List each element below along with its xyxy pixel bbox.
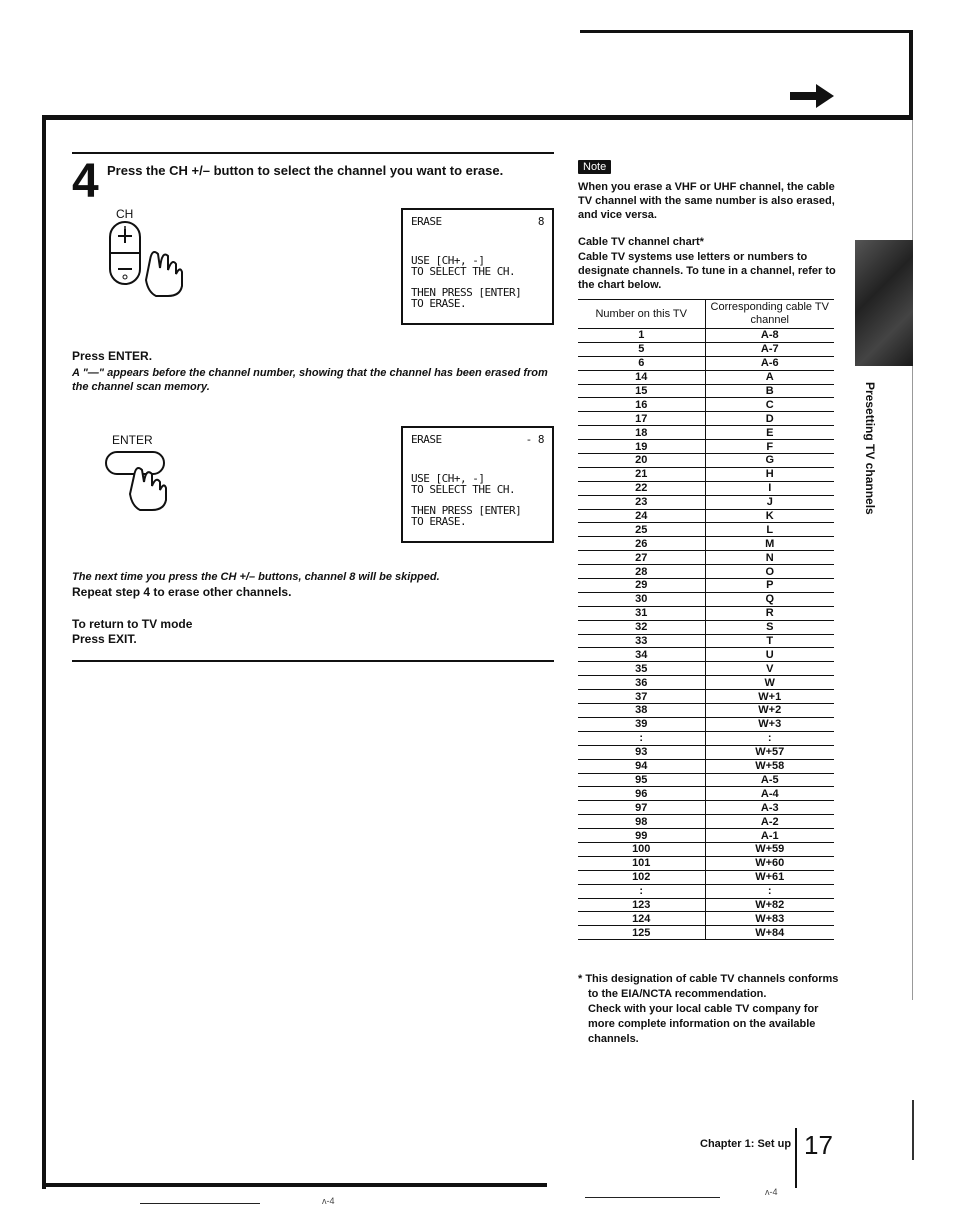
cable-channel: J <box>705 495 834 509</box>
erase-screen-display <box>401 208 554 325</box>
page-number-bar <box>795 1128 797 1188</box>
frame-right-border <box>909 30 913 120</box>
repeat-instruction: Repeat step 4 to erase other channels. <box>72 585 292 599</box>
table-row <box>578 426 834 440</box>
screen-line: THEN PRESS [ENTER] <box>411 286 522 299</box>
table-row <box>578 704 834 718</box>
table-row <box>578 342 834 356</box>
table-row <box>578 579 834 593</box>
table-row <box>578 537 834 551</box>
cable-channel: C <box>705 398 834 412</box>
screen-line: USE [CH+, -] <box>411 472 485 485</box>
cable-channel-table <box>578 299 834 940</box>
cable-channel: F <box>705 440 834 454</box>
screen-title: ERASE <box>411 215 442 228</box>
table-row <box>578 759 834 773</box>
frame-bottom-border <box>42 1183 547 1187</box>
screen-line: USE [CH+, -] <box>411 254 485 267</box>
tv-channel-number: 36 <box>578 676 705 690</box>
ch-button-hand-icon <box>106 220 188 298</box>
tv-channel-number: 93 <box>578 745 705 759</box>
tv-channel-number: 35 <box>578 662 705 676</box>
cable-channel: Q <box>705 592 834 606</box>
enter-button-hand-icon <box>104 446 184 512</box>
tv-channel-number: 15 <box>578 384 705 398</box>
table-row <box>578 412 834 426</box>
table-row <box>578 606 834 620</box>
tv-channel-number: 16 <box>578 398 705 412</box>
frame-top-line <box>580 30 913 33</box>
cable-channel: M <box>705 537 834 551</box>
cable-channel: O <box>705 565 834 579</box>
table-row <box>578 787 834 801</box>
cable-channel: W+83 <box>705 912 834 926</box>
cable-channel: B <box>705 384 834 398</box>
cable-channel: W+58 <box>705 759 834 773</box>
cable-channel: A-6 <box>705 356 834 370</box>
section-bottom-rule <box>72 660 554 662</box>
screen-line: THEN PRESS [ENTER] <box>411 504 522 517</box>
table-row <box>578 509 834 523</box>
cable-channel: W+59 <box>705 842 834 856</box>
cable-channel: W+1 <box>705 690 834 704</box>
tv-channel-number: 124 <box>578 912 705 926</box>
chapter-side-tab <box>855 240 913 366</box>
screen-line: TO ERASE. <box>411 297 467 310</box>
cable-channel: W+84 <box>705 926 834 940</box>
tv-channel-number: 5 <box>578 342 705 356</box>
tv-channel-number: 31 <box>578 606 705 620</box>
return-heading: To return to TV mode <box>72 617 193 631</box>
table-row <box>578 592 834 606</box>
cable-channel: W+61 <box>705 870 834 884</box>
page-edge-mark <box>912 1100 914 1160</box>
page-number: 17 <box>804 1130 833 1160</box>
scan-mark: ᴧ-4 <box>322 1196 335 1206</box>
table-row <box>578 523 834 537</box>
table-row <box>578 467 834 481</box>
table-row <box>578 898 834 912</box>
cable-channel: U <box>705 648 834 662</box>
table-row <box>578 884 834 898</box>
tv-channel-number: 19 <box>578 440 705 454</box>
table-row <box>578 815 834 829</box>
tv-channel-number: 96 <box>578 787 705 801</box>
cable-channel: G <box>705 454 834 468</box>
cable-channel: A-3 <box>705 801 834 815</box>
tv-channel-number: : <box>578 884 705 898</box>
press-enter-text: Press ENTER. <box>72 349 153 363</box>
table-row <box>578 551 834 565</box>
scan-line <box>140 1203 260 1204</box>
tv-channel-number: 32 <box>578 620 705 634</box>
cable-channel: W+57 <box>705 745 834 759</box>
table-row <box>578 829 834 843</box>
tv-channel-number: 125 <box>578 926 705 940</box>
cable-channel: A-2 <box>705 815 834 829</box>
step-instruction: Press the CH +/– button to select the channel you want to erase. <box>107 163 504 178</box>
erase-screen-display-erased <box>401 426 554 543</box>
table-row <box>578 565 834 579</box>
cable-channel: R <box>705 606 834 620</box>
cable-channel: A-4 <box>705 787 834 801</box>
step-number: 4 <box>72 155 99 208</box>
chart-intro: Cable TV systems use letters or numbers to designate channels. To tune in a channel, refer to the chart below. <box>578 251 836 291</box>
scan-mark: ᴧ-4 <box>765 1187 778 1197</box>
chart-title: Cable TV channel chart* <box>578 236 704 248</box>
table-row <box>578 870 834 884</box>
tv-channel-number: 123 <box>578 898 705 912</box>
table-row <box>578 676 834 690</box>
tv-channel-number: 33 <box>578 634 705 648</box>
screen-title: ERASE <box>411 433 442 446</box>
tv-channel-number: 98 <box>578 815 705 829</box>
footer-chapter: Chapter 1: Set up <box>700 1138 792 1150</box>
cable-channel: A-7 <box>705 342 834 356</box>
cable-channel: N <box>705 551 834 565</box>
table-header-number: Number on this TV <box>578 300 705 329</box>
frame-left-border <box>42 115 46 1189</box>
tv-channel-number: 6 <box>578 356 705 370</box>
cable-channel: D <box>705 412 834 426</box>
tv-channel-number: 14 <box>578 370 705 384</box>
table-row <box>578 926 834 940</box>
table-row <box>578 329 834 343</box>
cable-channel: K <box>705 509 834 523</box>
screen-line: TO SELECT THE CH. <box>411 265 516 278</box>
cable-channel: W+3 <box>705 717 834 731</box>
cable-channel: W+60 <box>705 856 834 870</box>
table-row <box>578 717 834 731</box>
tv-channel-number: 97 <box>578 801 705 815</box>
tv-channel-number: 39 <box>578 717 705 731</box>
tv-channel-number: 21 <box>578 467 705 481</box>
table-row <box>578 495 834 509</box>
tv-channel-number: 100 <box>578 842 705 856</box>
tv-channel-number: 17 <box>578 412 705 426</box>
footnote <box>578 972 840 1047</box>
table-row <box>578 384 834 398</box>
tv-channel-number: 34 <box>578 648 705 662</box>
scan-line <box>585 1197 720 1198</box>
footnote-designation: * This designation of cable TV channels conforms to the EIA/NCTA recommendation. <box>578 973 839 1000</box>
tv-channel-number: : <box>578 731 705 745</box>
skip-note: The next time you press the CH +/– buttons, channel 8 will be skipped. <box>72 571 440 583</box>
screen-channel: 8 <box>537 215 544 228</box>
cable-channel: : <box>705 731 834 745</box>
footnote-check: Check with your local cable TV company for more complete information on the available channels. <box>588 1003 819 1045</box>
tv-channel-number: 26 <box>578 537 705 551</box>
table-row <box>578 690 834 704</box>
table-row <box>578 801 834 815</box>
enter-button-label: ENTER <box>112 433 153 447</box>
table-header-cable: Corresponding cable TV channel <box>705 300 834 329</box>
tv-channel-number: 22 <box>578 481 705 495</box>
screen-line: TO SELECT THE CH. <box>411 483 516 496</box>
screen-line: TO ERASE. <box>411 515 467 528</box>
ch-button-label: CH <box>116 207 134 221</box>
side-label-text: Presetting TV channels <box>863 382 877 515</box>
cable-channel: E <box>705 426 834 440</box>
tv-channel-number: 102 <box>578 870 705 884</box>
frame-header-bar <box>42 115 912 120</box>
screen-channel: - 8 <box>525 433 544 446</box>
note-text: When you erase a VHF or UHF channel, the cable TV channel with the same number is also erased, and vice versa. <box>578 181 835 221</box>
table-row <box>578 773 834 787</box>
table-row <box>578 634 834 648</box>
tv-channel-number: 28 <box>578 565 705 579</box>
cable-channel: : <box>705 884 834 898</box>
cable-channel: A-5 <box>705 773 834 787</box>
cable-channel: W <box>705 676 834 690</box>
tv-channel-number: 94 <box>578 759 705 773</box>
table-row <box>578 648 834 662</box>
tv-channel-number: 95 <box>578 773 705 787</box>
table-row <box>578 454 834 468</box>
tv-channel-number: 1 <box>578 329 705 343</box>
tv-channel-number: 18 <box>578 426 705 440</box>
tv-channel-number: 23 <box>578 495 705 509</box>
table-row <box>578 912 834 926</box>
tv-channel-number: 38 <box>578 704 705 718</box>
cable-channel: W+2 <box>705 704 834 718</box>
tv-channel-number: 20 <box>578 454 705 468</box>
continue-arrow-icon <box>790 84 834 108</box>
return-text: Press EXIT. <box>72 632 137 646</box>
table-row <box>578 856 834 870</box>
erase-explanation: A "—" appears before the channel number, showing that the channel has been erased from the channel scan memory. <box>72 367 548 393</box>
cable-channel: H <box>705 467 834 481</box>
cable-channel: S <box>705 620 834 634</box>
tv-channel-number: 29 <box>578 579 705 593</box>
table-row <box>578 745 834 759</box>
cable-channel: A-1 <box>705 829 834 843</box>
table-row <box>578 620 834 634</box>
tv-channel-number: 24 <box>578 509 705 523</box>
table-row <box>578 398 834 412</box>
table-row <box>578 356 834 370</box>
cable-channel: L <box>705 523 834 537</box>
cable-channel: A <box>705 370 834 384</box>
table-row <box>578 370 834 384</box>
cable-channel: A-8 <box>705 329 834 343</box>
tv-channel-number: 30 <box>578 592 705 606</box>
cable-channel: V <box>705 662 834 676</box>
note-badge: Note <box>578 160 611 174</box>
cable-channel: P <box>705 579 834 593</box>
tv-channel-number: 99 <box>578 829 705 843</box>
tv-channel-number: 37 <box>578 690 705 704</box>
table-row <box>578 481 834 495</box>
tv-channel-number: 101 <box>578 856 705 870</box>
tv-channel-number: 25 <box>578 523 705 537</box>
table-row <box>578 440 834 454</box>
section-top-rule <box>72 152 554 154</box>
cable-channel: W+82 <box>705 898 834 912</box>
table-row <box>578 731 834 745</box>
table-row <box>578 662 834 676</box>
side-section-label <box>849 382 889 515</box>
table-row <box>578 842 834 856</box>
cable-channel: T <box>705 634 834 648</box>
cable-channel: I <box>705 481 834 495</box>
tv-channel-number: 27 <box>578 551 705 565</box>
